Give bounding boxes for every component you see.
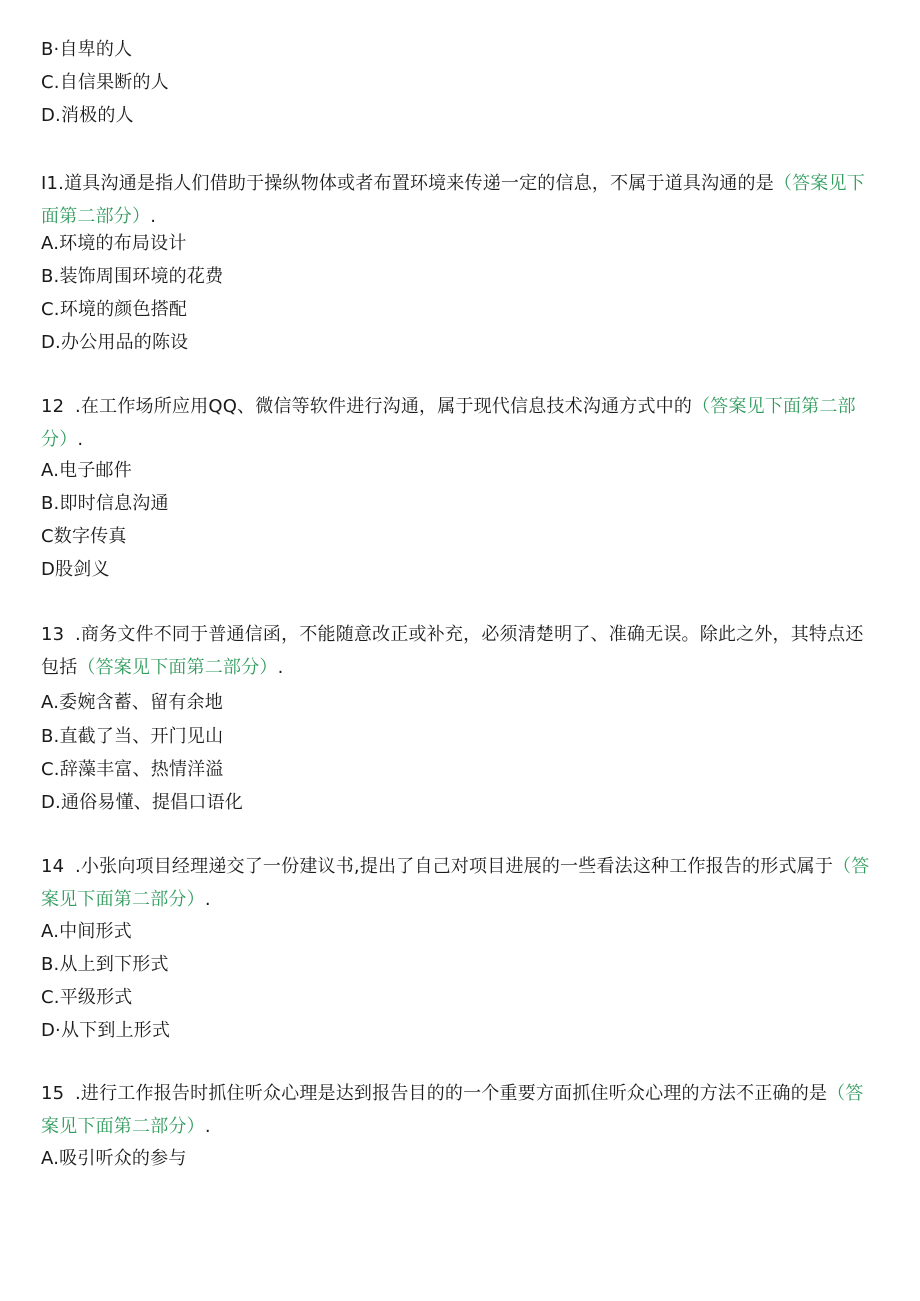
question-text: 道具沟通是指人们借助于操纵物体或者布置环境来传递一定的信息，不属于道具沟通的是 (64, 173, 774, 194)
question-11-stem (41, 167, 881, 233)
option-c: C.自信果断的人 (41, 72, 169, 93)
option-c: C数字传真 (41, 526, 127, 547)
question-tail: . (204, 1116, 211, 1137)
option-b: B.即时信息沟通 (41, 493, 169, 514)
option-d: D.办公用品的陈设 (41, 332, 189, 353)
option-a: A.委婉含蓄、留有余地 (41, 692, 223, 713)
question-tail: . (77, 429, 84, 450)
question-number: 14 (41, 856, 65, 877)
question-tail: . (204, 889, 211, 910)
option-c: C.平级形式 (41, 987, 133, 1008)
option-b: B·自卑的人 (41, 39, 133, 60)
question-number: 15 (41, 1083, 65, 1104)
option-b: B.从上到下形式 (41, 954, 169, 975)
answer-hint: （答案见下面第二部分） (41, 396, 856, 450)
question-14-stem (41, 850, 881, 916)
option-b: B.直截了当、开门见山 (41, 726, 224, 747)
option-d: D·从下到上形式 (41, 1020, 171, 1041)
question-text: .在工作场所应用QQ、微信等软件进行沟通，属于现代信息技术沟通方式中的 (75, 396, 693, 417)
question-13-stem (41, 618, 881, 684)
option-a: A.中间形式 (41, 921, 132, 942)
question-number: 12 (41, 396, 65, 417)
option-b: B.装饰周围环境的花费 (41, 266, 224, 287)
option-d: D.通俗易懂、提倡口语化 (41, 792, 243, 813)
question-15-stem (41, 1077, 881, 1143)
question-tail: . (150, 206, 157, 227)
option-a: A.吸引听众的参与 (41, 1148, 187, 1169)
answer-hint: （答案见下面第二部分） (41, 856, 870, 910)
option-d: D.消极的人 (41, 105, 134, 126)
answer-hint: （答案见下面第二部分） (77, 657, 278, 678)
question-number: I1. (41, 173, 65, 194)
answer-hint: （答案见下面第二部分） (41, 173, 865, 227)
answer-hint: （答案见下面第二部分） (41, 1083, 864, 1137)
question-tail: . (277, 657, 284, 678)
question-text: .商务文件不同于普通信函，不能随意改正或补充，必须清楚明了、准确无误。除此之外，其特点还包括 (41, 624, 864, 678)
option-c: C.辞藻丰富、热情洋溢 (41, 759, 224, 780)
question-text: .小张向项目经理递交了一份建议书,提出了自己对项目进展的一些看法这种工作报告的形式属于 (75, 856, 834, 877)
option-a: A.环境的布局设计 (41, 233, 187, 254)
option-c: C.环境的颜色搭配 (41, 299, 188, 320)
question-text: .进行工作报告时抓住听众心理是达到报告目的的一个重要方面抓住听众心理的方法不正确的是 (75, 1083, 828, 1104)
question-number: 13 (41, 624, 65, 645)
option-a: A.电子邮件 (41, 460, 132, 481)
option-d: D股剑义 (41, 559, 110, 580)
question-12-stem (41, 390, 881, 456)
